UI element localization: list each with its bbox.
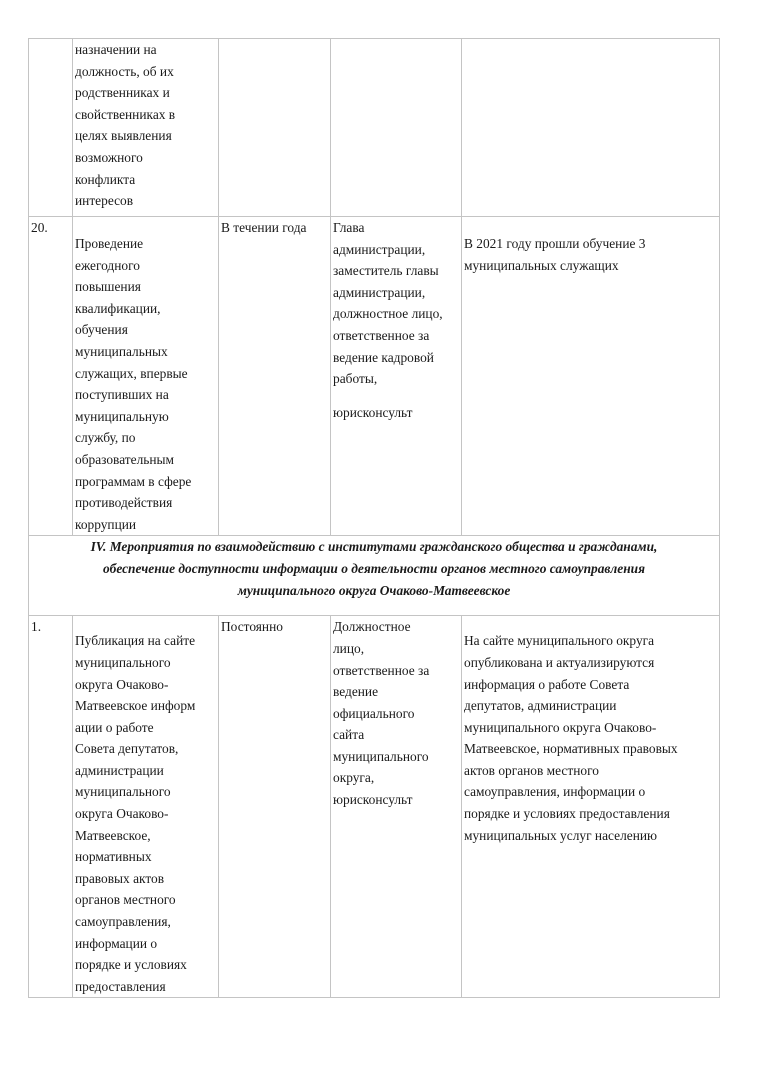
cell-result: На сайте муниципального округа опубликована и актуализируются информация о работе Совета депутатов, администрации муниципального округа Очаково- Матвеевское, нормативных правовых актов органов местного самоуправления, информации о порядке и условиях предоставления муниципальных услуг населению: [462, 616, 720, 998]
cell-term: [219, 39, 331, 217]
table-row-20: [29, 217, 720, 536]
cell-result: В 2021 году прошли обучение 3 муниципальных служащих: [462, 217, 720, 536]
responsible-legal: юрисконсульт: [333, 404, 413, 420]
cell-term: Постоянно: [219, 616, 331, 998]
table-row-1: [29, 616, 720, 998]
responsible-text: Глава администрации, заместитель главы администрации, должностное лицо, ответственное за ведение кадровой работы,: [333, 220, 443, 387]
section-title-line3: муниципального округа Очаково-Матвеевское: [237, 582, 511, 598]
cell-measure: Публикация на сайте муниципального округа Очаково- Матвеевское информ ации о работе Совета депутатов, администрации муниципального округа Очаково- Матвеевское, нормативных правовых актов органов местного самоуправления, информации о порядке и условиях предоставления: [73, 616, 219, 998]
cell-measure: Проведение ежегодного повышения квалификации, обучения муниципальных служащих, впервые поступивших на муниципальную службу, по образовательным программам в сфере противодействия коррупции: [73, 217, 219, 536]
section-title-line2: обеспечение доступности информации о деятельности органов местного самоуправления: [102, 560, 646, 576]
cell-responsible: [331, 217, 462, 536]
measures-table: [28, 38, 720, 998]
cell-result: [462, 39, 720, 217]
cell-term: В течении года: [219, 217, 331, 536]
cell-responsible: Должностное лицо, ответственное за ведение официального сайта муниципального округа, юрисконсульт: [331, 616, 462, 998]
paragraph-gap: [333, 390, 459, 402]
section-iv-heading: [29, 536, 720, 616]
cell-number: [29, 39, 73, 217]
cell-responsible: [331, 39, 462, 217]
section-title-line1: IV. Мероприятия по взаимодействию с институтами гражданского общества и гражданами,: [90, 539, 658, 555]
section-header-row: [29, 536, 720, 616]
cell-number: 20.: [29, 217, 73, 536]
cell-number: 1.: [29, 616, 73, 998]
table-row-continuation: [29, 39, 720, 217]
cell-measure: назначении на должность, об их родственниках и свойственниках в целях выявления возможного конфликта интересов: [73, 39, 219, 217]
